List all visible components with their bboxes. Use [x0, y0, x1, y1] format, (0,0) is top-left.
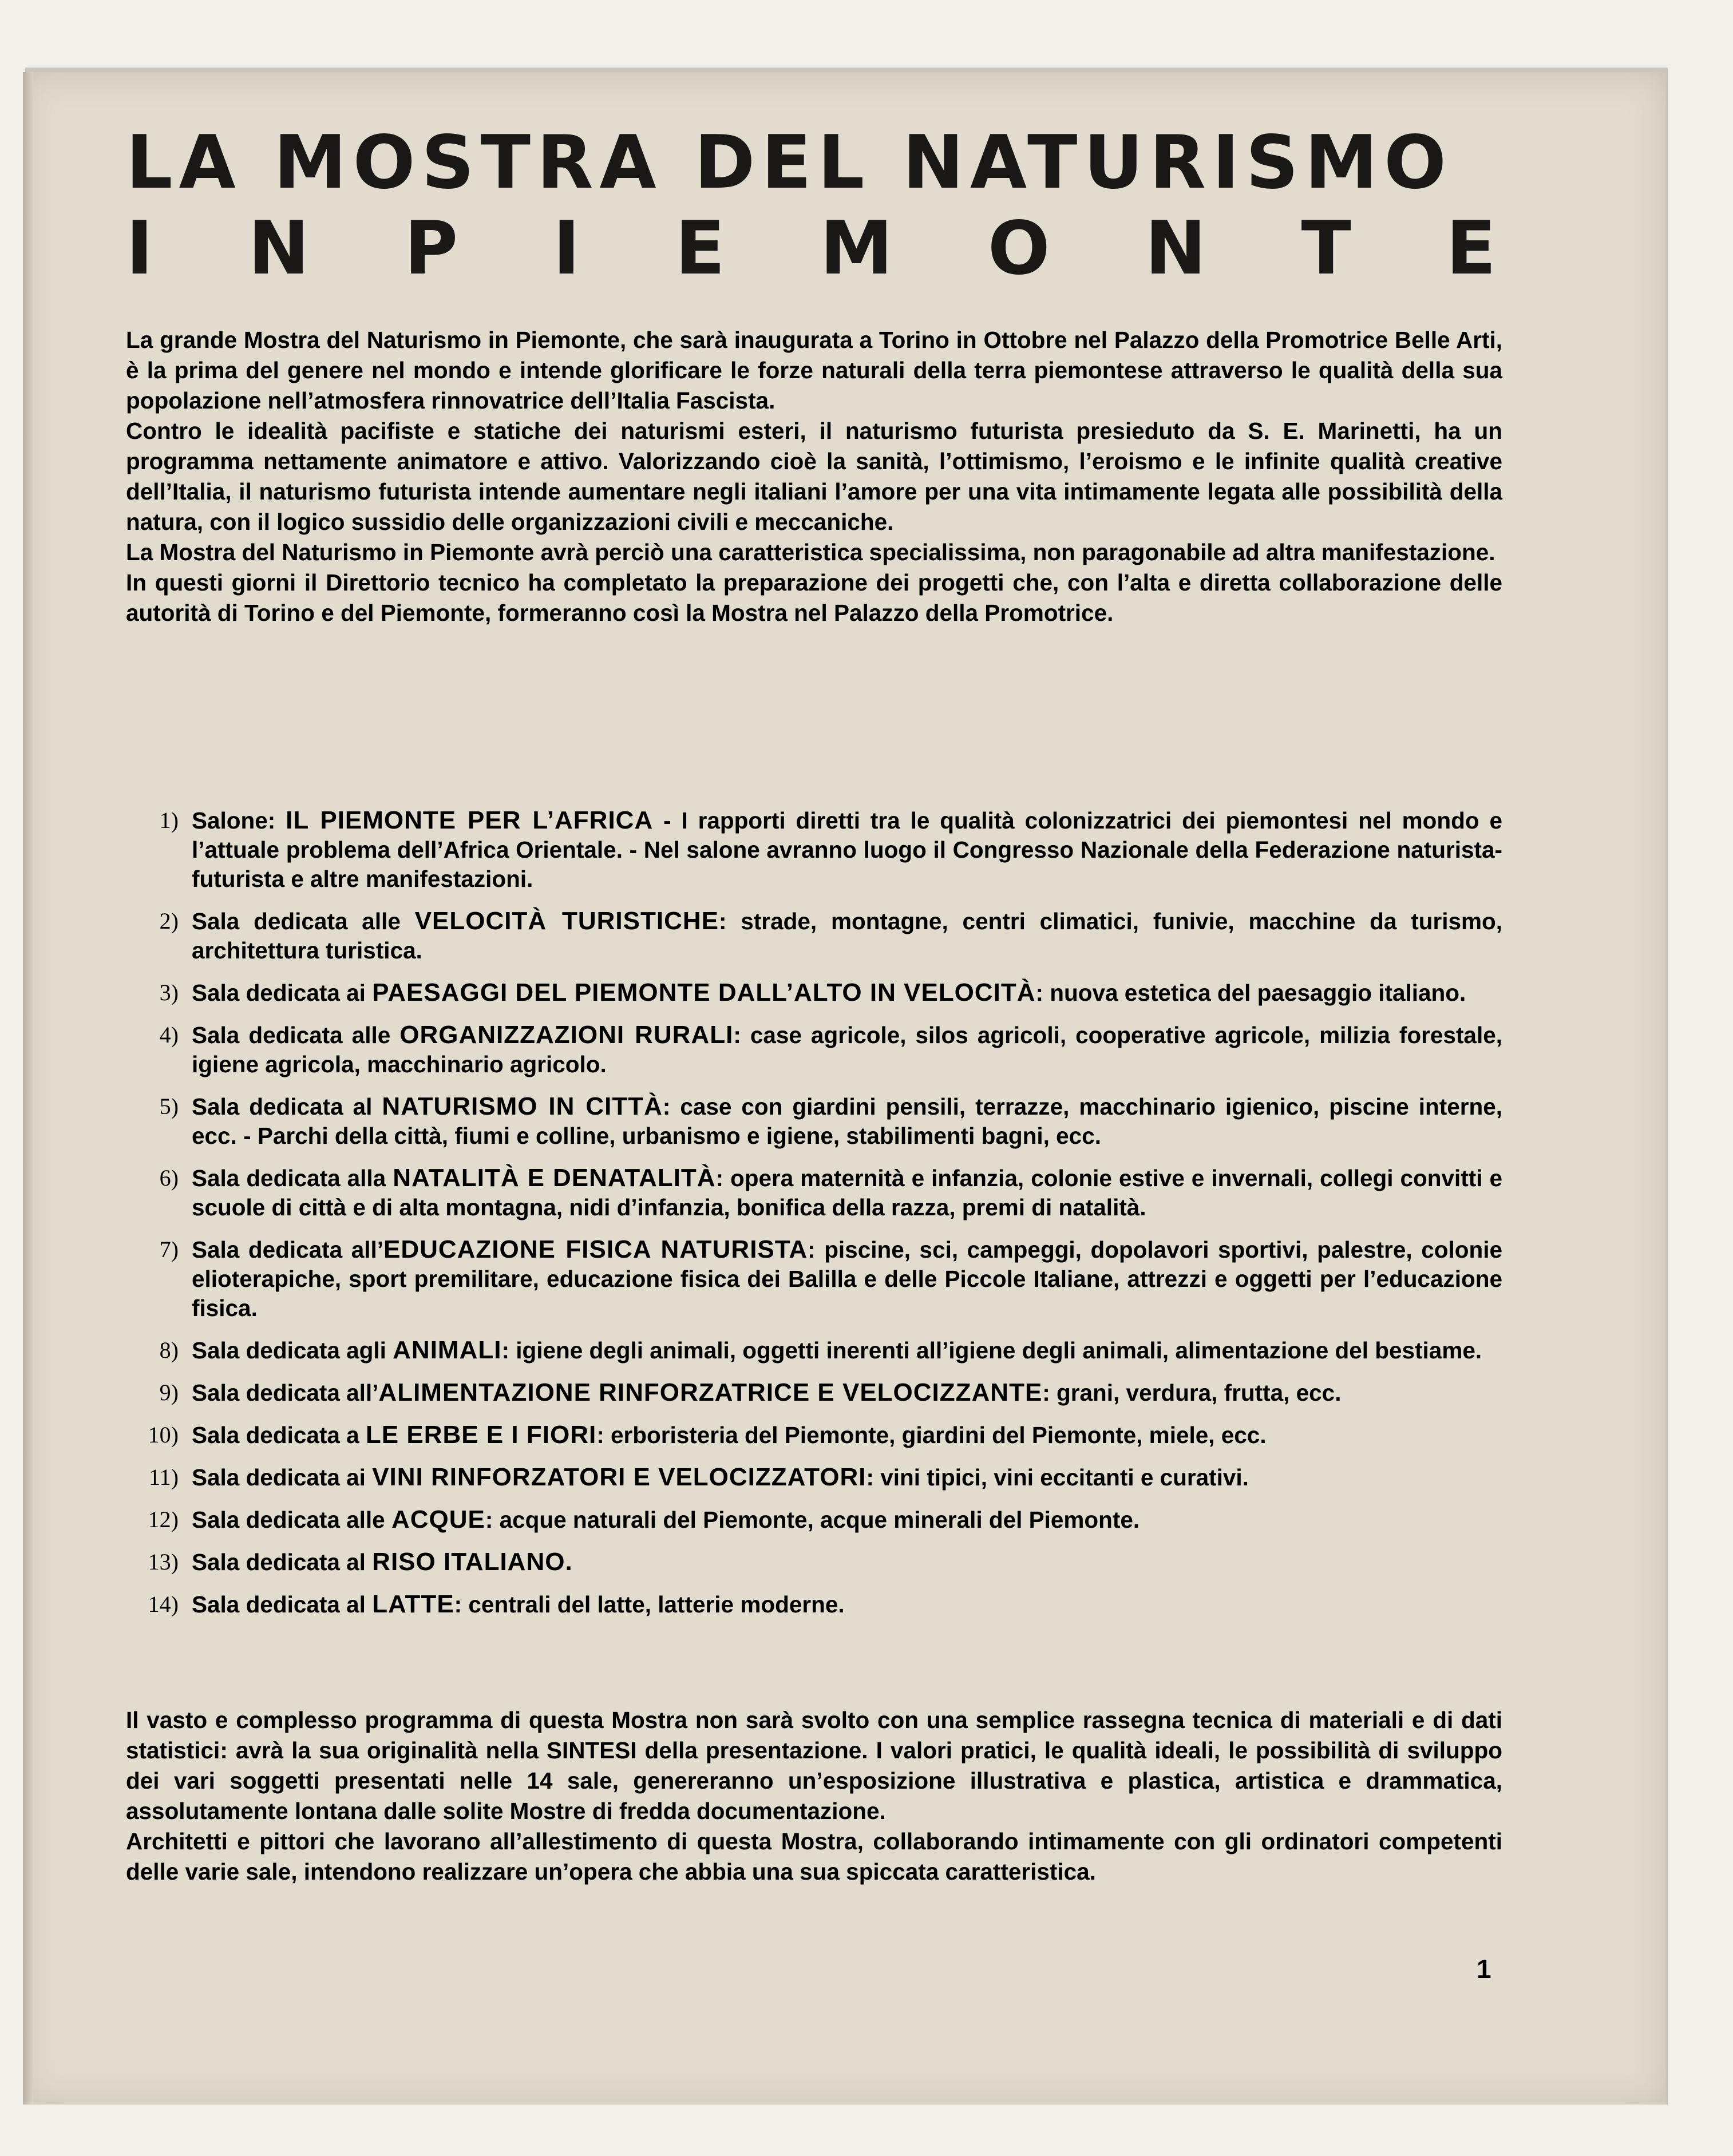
intro-paragraph: La grande Mostra del Naturismo in Piemonte, che sarà inaugurata a Torino in Ottobre nel Palazzo della Promotrice Belle Arti, è la prima del genere nel mondo e intende glorificare le forze naturali della terra piemontese attraverso le qualità della sua popolazione nell’atmosfera rinnovatrice dell’Italia Fascista. [126, 327, 1502, 414]
list-item-text: : case agricole, silos agricoli, cooperative agricole, milizia forestale, igiene agricola, macchinario agricolo. [192, 1022, 1502, 1077]
list-item-prefix: Sala dedicata agli [192, 1337, 393, 1364]
list-item-number: 14) [148, 1591, 179, 1617]
list-item-text: : opera maternità e infanzia, colonie estive e invernali, collegi convitti e scuole di città e di alta montagna, nidi d’infanzia, bonifica della razza, premi di natalità. [192, 1165, 1503, 1220]
list-item-number: 4) [159, 1022, 179, 1048]
list-item-number: 12) [148, 1507, 179, 1532]
list-item-number: 13) [148, 1549, 179, 1575]
list-item [126, 1335, 1502, 1365]
list-item-prefix: Sala dedicata alla [192, 1165, 393, 1191]
list-item-prefix: Sala dedicata al [192, 1093, 382, 1120]
list-item-label: ALIMENTAZIONE RINFORZATRICE E VELOCIZZANTE [378, 1378, 1043, 1406]
title-letter: I [553, 206, 587, 291]
outro-paragraph [126, 1705, 1502, 1826]
list-item-text: : case con giardini pensili, terrazze, macchinario igienico, piscine interne, ecc. - Parchi della città, fiumi e colline, urbanismo e igiene, stabilimenti bagni, ecc. [192, 1093, 1502, 1149]
page-title-line-2 [126, 206, 1502, 292]
list-item-label: VELOCITÀ TURISTICHE [414, 907, 719, 935]
list-item-prefix: Sala dedicata alle [192, 1507, 391, 1533]
list-item [126, 1505, 1502, 1535]
intro-paragraph: In questi giorni il Direttorio tecnico ha completato la preparazione dei progetti che, con l’alta e diretta collaborazione delle autorità di Torino e del Piemonte, formeranno così la Mostra nel Palazzo della Promotrice. [126, 569, 1502, 626]
title-letter: N [1145, 206, 1213, 291]
list-item-prefix: Sala dedicata all’ [192, 1380, 379, 1406]
list-item-number: 7) [159, 1236, 179, 1262]
list-item-label: LATTE [372, 1590, 454, 1618]
outro-text [126, 1705, 1502, 1887]
list-item-prefix: Sala dedicata ai [192, 980, 373, 1006]
outro-text-before: Il vasto e complesso programma di questa Mostra non sarà svolto con una semplice rassegna tecnica di materiali e di dati statistici: avrà la sua originalità nella [126, 1707, 1502, 1763]
list-item-text: : centrali del latte, latterie moderne. [454, 1591, 845, 1618]
list-item [126, 806, 1502, 894]
list-item-text: : acque naturali del Piemonte, acque minerali del Piemonte. [485, 1507, 1140, 1533]
list-item-prefix: Sala dedicata al [192, 1591, 373, 1618]
list-item-prefix: Sala dedicata al [192, 1549, 373, 1575]
list-item-prefix: Sala dedicata ai [192, 1464, 373, 1491]
list-item-prefix: Sala dedicata a [192, 1422, 366, 1448]
intro-paragraph: Contro le idealità pacifiste e statiche dei naturismi esteri, il naturismo futurista presieduto da S. E. Marinetti, ha un programma nettamente animatore e attivo. Valorizzando cioè la sanità, l’ottimismo, l’eroismo e le infinite qualità creative dell’Italia, il naturismo futurista intende aumentare negli italiani l’amore per una vita intimamente legata alle possibilità della natura, con il logico sussidio delle organizzazioni civili e meccaniche. [126, 418, 1502, 535]
list-item-text: : piscine, sci, campeggi, dopolavori sportivi, palestre, colonie elioterapiche, sport premilitare, educazione fisica dei Balilla e delle Piccole Italiane, attrezzi e oggetti per l’educazione fisica. [192, 1236, 1502, 1321]
list-item [126, 906, 1502, 965]
list-item [126, 1235, 1502, 1323]
list-item [126, 1547, 1502, 1577]
title-letter: N [248, 206, 316, 291]
list-item-text: : nuova estetica del paesaggio italiano. [1035, 980, 1466, 1006]
title-letter: E [1446, 206, 1502, 291]
title-letter: M [820, 206, 900, 291]
outro-emphasis: SINTESI [546, 1737, 637, 1763]
title-letter: E [675, 206, 731, 291]
list-item [126, 1163, 1502, 1222]
list-item-text: : igiene degli animali, oggetti inerenti all’igiene degli animali, alimentazione del bestiame. [501, 1337, 1482, 1364]
list-item-label: EDUCAZIONE FISICA NATURISTA [383, 1235, 808, 1263]
title-letter: I [126, 206, 160, 291]
outro-text-before: Architetti e pittori che lavorano all’allestimento di questa Mostra, collaborando intimamente con gli ordinatori competenti delle varie sale, intendono realizzare un’opera che abbia una sua spiccata caratteristica. [126, 1828, 1502, 1885]
list-item-number: 5) [159, 1093, 179, 1119]
list-item [126, 1092, 1502, 1151]
list-item-text: : vini tipici, vini eccitanti e curativi. [866, 1464, 1249, 1491]
page-number: 1 [1477, 1954, 1491, 1984]
list-item-label: VINI RINFORZATORI E VELOCIZZATORI [372, 1463, 866, 1491]
list-item [126, 1420, 1502, 1450]
list-item-number: 3) [159, 980, 179, 1005]
list-item [126, 1020, 1502, 1079]
list-item-number: 6) [159, 1165, 179, 1191]
exhibition-rooms-list [126, 806, 1502, 1632]
page-spine [23, 72, 33, 2105]
list-item-number: 8) [159, 1337, 179, 1363]
list-item-prefix: Sala dedicata all’ [192, 1236, 383, 1263]
list-item [126, 1590, 1502, 1619]
title-letter: O [987, 206, 1057, 291]
list-item-text: : grani, verdura, frutta, ecc. [1042, 1380, 1342, 1406]
list-item-text: - I rapporti diretti tra le qualità colonizzatrici dei piemontesi nel mondo e l’attuale problema dell’Africa Orientale. - Nel salone avranno luogo il Congresso Nazionale della Federazione naturista-futurista e altre manifestazioni. [192, 807, 1502, 892]
list-item-prefix: Sala dedicata alle [192, 1022, 400, 1048]
list-item-label: NATURISMO IN CITTÀ [382, 1092, 663, 1120]
list-item [126, 978, 1502, 1008]
outro-text-after: della presentazione. I valori pratici, le qualità ideali, le possibilità di sviluppo dei vari soggetti presentati nelle 14 sale, genereranno un’esposizione illustrativa e plastica, artistica e drammatica, assolutamente lontana dalle solite Mostre di fredda documentazione. [126, 1737, 1502, 1824]
list-item-label: ANIMALI [393, 1336, 502, 1364]
page-title-line-1: LA MOSTRA DEL NATURISMO [126, 120, 1453, 205]
list-item-number: 10) [148, 1422, 179, 1448]
title-letter: T [1301, 206, 1358, 291]
list-item-prefix: Salone: [192, 807, 286, 834]
list-item [126, 1463, 1502, 1492]
list-item-label: ACQUE [391, 1505, 485, 1533]
intro-text [126, 325, 1502, 628]
list-item-number: 11) [149, 1464, 179, 1490]
list-item-label: IL PIEMONTE PER L’AFRICA [286, 806, 654, 834]
list-item-label: PAESAGGI DEL PIEMONTE DALL’ALTO IN VELOCITÀ [372, 978, 1036, 1006]
list-item-text: : strade, montagne, centri climatici, funivie, macchine da turismo, architettura turistica. [192, 908, 1502, 964]
list-item-label: ORGANIZZAZIONI RURALI [399, 1021, 734, 1049]
list-item-text: : erboristeria del Piemonte, giardini del Piemonte, miele, ecc. [596, 1422, 1267, 1448]
list-item-number: 9) [159, 1380, 179, 1405]
title-letter: P [404, 206, 465, 291]
list-item-number: 1) [159, 807, 179, 833]
list-item-label: NATALITÀ E DENATALITÀ [393, 1164, 716, 1192]
list-item-prefix: Sala dedicata alle [192, 908, 415, 934]
list-item-number: 2) [159, 908, 179, 934]
intro-paragraph: La Mostra del Naturismo in Piemonte avrà perciò una caratteristica specialissima, non paragonabile ad altra manifestazione. [126, 539, 1495, 565]
outro-paragraph [126, 1826, 1502, 1887]
list-item-label: LE ERBE E I FIORI [365, 1421, 597, 1449]
list-item-label: RISO ITALIANO. [372, 1548, 573, 1576]
list-item [126, 1378, 1502, 1408]
